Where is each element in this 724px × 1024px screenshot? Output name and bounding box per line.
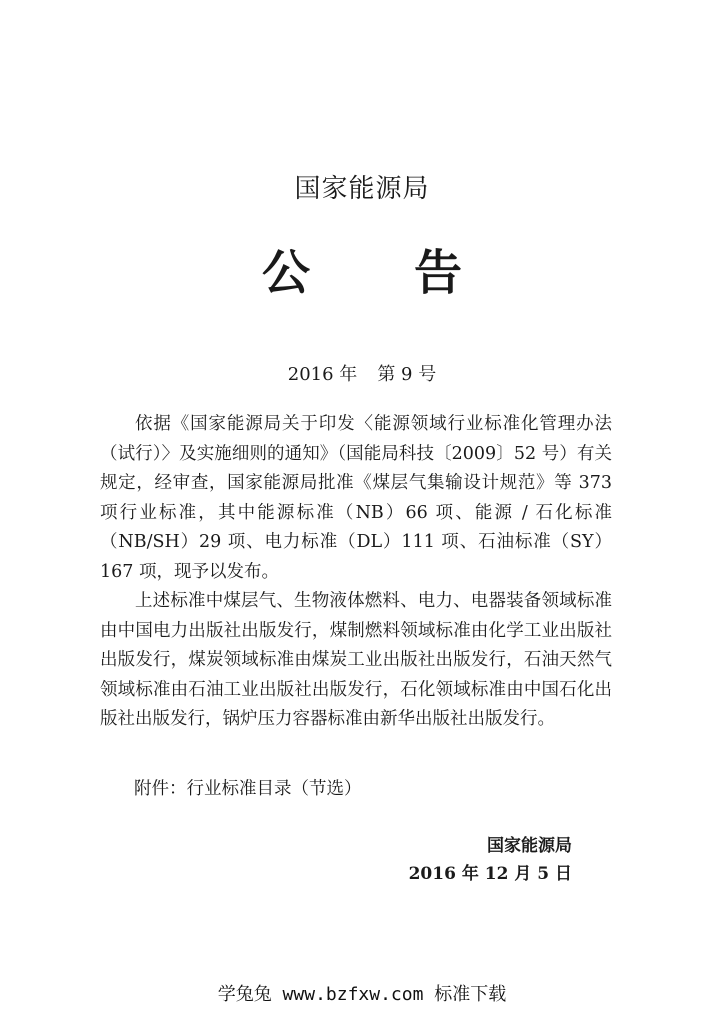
title-char-gong: 公 [262, 245, 311, 301]
document-title [262, 234, 462, 303]
signature-date: 2016 年 12 月 5 日 [408, 864, 572, 884]
footer-watermark: 学兔兔 www.bzfxw.com 标准下载 [217, 984, 507, 1005]
signature-block [409, 832, 572, 888]
document-number [0, 360, 724, 386]
body-paragraph-2: 上述标准中煤层气、生物液体燃料、电力、电器装备领域标准由中国电力出版社出版发行，煤制燃料领域标准由化学工业出版社出版发行，煤炭领域标准由煤炭工业出版社出版发行，石油天然气领域标准由石油工业出版社出版发行，石化领域标准由中国石化出版社出版发行，锅炉压力容器标准由新华出版社出版发行。 [100, 591, 612, 729]
body-paragraph-1: 依据《国家能源局关于印发〈能源领域行业标准化管理办法（试行）〉及实施细则的通知》（国能局科技〔2009〕52 号）有关规定，经审查，国家能源局批准《煤层气集输设计规范》等 373 项行业标准，其中能源标准（NB）66 项、能源 / 石化标准（NB/SH）29 项、电力标准（DL）111 项、石油标准（SY）167 项，现予以发布。 [100, 414, 612, 582]
document-year: 2016 年 [287, 364, 358, 385]
issuer-heading: 国家能源局 [294, 174, 430, 204]
announcement-body [100, 410, 612, 735]
document-issue-number: 第 9 号 [377, 364, 437, 385]
signature-org: 国家能源局 [487, 836, 572, 856]
title-char-gao: 告 [413, 245, 462, 301]
attachment-note: 附件：行业标准目录（节选） [134, 779, 362, 799]
